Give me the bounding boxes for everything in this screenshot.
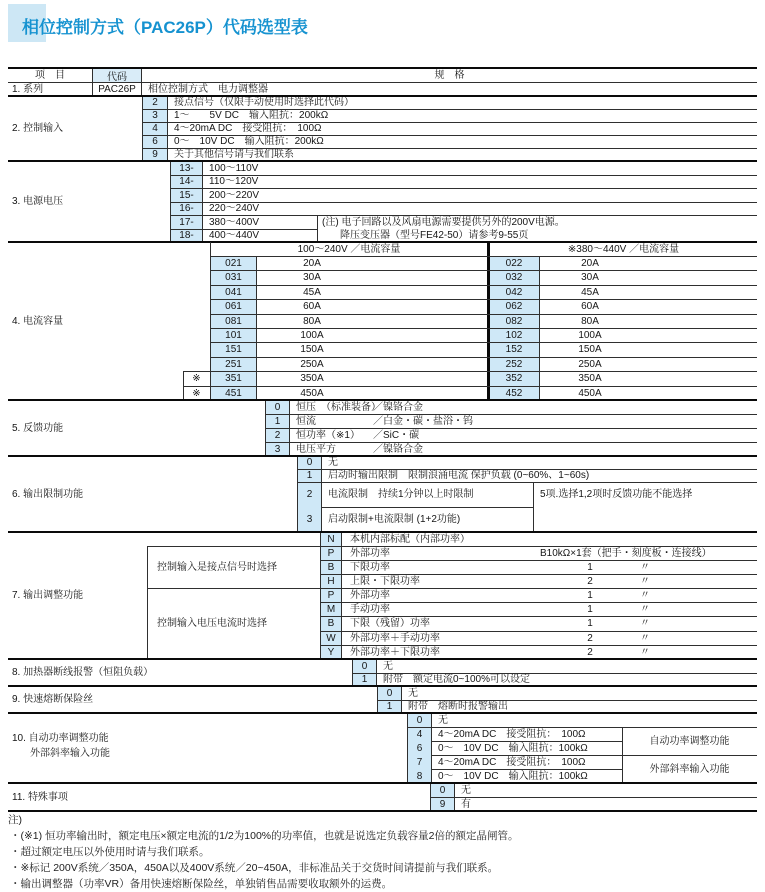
spec-text: 220～240V	[209, 203, 260, 214]
code-cell: 1	[377, 700, 402, 713]
capacity-value: 150A	[578, 344, 602, 355]
spec-text: 4～20mA DC 接受阻抗： 100Ω	[438, 756, 586, 768]
code-cell: 0	[352, 659, 377, 673]
ditto-mark: 〃	[640, 561, 650, 573]
code-cell: 17-	[170, 215, 203, 229]
spec-text: 400～440V	[209, 230, 260, 241]
code-cell: 101	[210, 328, 257, 342]
code-cell: 1	[297, 469, 322, 482]
code-cell: W	[320, 631, 342, 645]
spec-text: 外部功率＋下限功率	[350, 646, 440, 658]
spec-text: 本机内部标配（内部功率）	[350, 533, 470, 545]
code-cell: 042	[488, 285, 540, 299]
code-cell: 022	[488, 256, 540, 270]
code-cell: 062	[488, 299, 540, 314]
spec-text: 附带 熔断时报警输出	[408, 701, 508, 712]
code-cell: 452	[488, 386, 540, 400]
code-cell: 0	[265, 400, 290, 414]
spec-text: 0～ 10V DC 输入阻抗：200kΩ	[174, 136, 324, 147]
spec-text: 有	[461, 798, 471, 810]
vr-qty: 1	[587, 561, 593, 573]
capacity-value: 100A	[300, 329, 324, 341]
code-cell: 18-	[170, 229, 203, 242]
ditto-mark: 〃	[640, 603, 650, 615]
spec-text: 电流限制 持续1分钟以上时限制	[328, 489, 474, 500]
spec-text: 附带 额定电流0~100%可以设定	[383, 674, 530, 685]
voltage-note-line1: (注) 电子回路以及风扇电源需要提供另外的200V电源。	[322, 216, 565, 228]
code-cell: 151	[210, 342, 257, 357]
code-cell: 8	[407, 769, 432, 783]
limit-note: 5项.选择1,2项时反馈功能不能选择	[540, 489, 693, 500]
code-cell: 3	[142, 109, 168, 122]
column-header-item: 项 目	[35, 69, 65, 81]
ditto-mark: 〃	[640, 589, 650, 601]
function-note-slope: 外部斜率输入功能	[649, 763, 730, 775]
code-cell: 152	[488, 342, 540, 357]
capacity-value: 60A	[581, 301, 599, 312]
feedback-name: 恒流	[296, 415, 316, 427]
capacity-value: 45A	[581, 286, 599, 298]
spec-text: 上限・下限功率	[350, 575, 420, 587]
spec-text: 无	[438, 714, 448, 726]
spec-text: 启动限制+电流限制 (1+2功能)	[328, 514, 461, 525]
code-cell: 7	[407, 755, 432, 769]
capacity-value: 80A	[581, 315, 599, 327]
feedback-material: ／SiC・碳	[373, 429, 420, 441]
nonstandard-mark: ※	[192, 373, 201, 384]
code-cell: 102	[488, 328, 540, 342]
spec-text: 0～ 10V DC 输入阻抗：100kΩ	[438, 770, 588, 782]
ditto-mark: 〃	[640, 646, 650, 658]
vr-qty: 2	[587, 646, 593, 658]
code-cell: 3	[297, 507, 322, 532]
section-label: 8. 加热器断线报警（恒阻负载）	[12, 667, 154, 678]
code-cell: 0	[297, 456, 322, 469]
section-label: 2. 控制输入	[12, 123, 64, 134]
notes-heading: 注)	[8, 814, 22, 827]
code-cell: 2	[297, 482, 322, 507]
code-cell: 1	[352, 673, 377, 686]
note-item: ・※标记 200V系统／350A，450A以及400V系统／20~450A，非标准品关于交货时间请提前与我们联系。	[10, 862, 499, 875]
note-item: ・输出调整器（功率VR）备用快速熔断保险丝，单独销售品需要收取额外的运费。	[10, 878, 393, 891]
page-title: 相位控制方式（PAC26P）代码选型表	[22, 18, 308, 37]
capacity-value: 30A	[581, 272, 599, 283]
code-cell: 451	[210, 386, 257, 400]
capacity-value: 450A	[578, 387, 602, 399]
capacity-value: 150A	[300, 344, 324, 355]
nonstandard-mark: ※	[192, 387, 201, 399]
section-label: 1. 系列	[12, 83, 44, 95]
spec-text: 下限（残留）功率	[350, 618, 430, 629]
feedback-name: 恒功率（※1）	[296, 429, 360, 441]
code-cell: 031	[210, 270, 257, 285]
vr-qty: 1	[587, 603, 593, 615]
section-label: 5. 反馈功能	[12, 422, 64, 434]
code-cell: 6	[407, 741, 432, 755]
code-cell: 2	[265, 428, 290, 442]
section-label: 6. 输出限制功能	[12, 488, 84, 500]
code-cell: 0	[377, 686, 402, 700]
spec-text: 无	[408, 687, 418, 699]
voltage-note-line2: 降压变压器（型号FE42-50）请参考9-55页	[340, 230, 529, 241]
vr-kit-text: B10kΩ×1套（把手・刻度板・连接线）	[540, 547, 712, 559]
feedback-name: 恒压 （标准装备）	[296, 401, 381, 413]
code-cell: M	[320, 602, 342, 616]
ditto-mark: 〃	[640, 632, 650, 644]
section-label: 7. 输出调整功能	[12, 590, 84, 601]
code-cell: 4	[407, 727, 432, 741]
code-cell: 0	[407, 713, 432, 727]
capacity-value: 20A	[581, 257, 599, 269]
code-cell: 9	[142, 148, 168, 161]
section-label: 11. 特殊事项	[12, 791, 68, 803]
group-label-analog: 控制输入电压电流时选择	[157, 618, 267, 629]
code-cell: 021	[210, 256, 257, 270]
code-cell: B	[320, 616, 342, 631]
group-label-contact: 控制输入是接点信号时选择	[157, 561, 277, 573]
capacity-right-header: ※380～440V ／电流容量	[567, 243, 680, 255]
vr-qty: 1	[587, 618, 593, 629]
spec-text: 关于其他信号请与我们联系	[174, 149, 294, 160]
code-cell: 352	[488, 371, 540, 386]
code-cell: 16-	[170, 202, 203, 215]
code-cell: 9	[430, 797, 455, 811]
section-label: 10. 自动功率调整功能	[12, 733, 109, 744]
capacity-value: 350A	[578, 373, 602, 384]
vr-qty: 1	[587, 589, 593, 601]
note-item: ・超过额定电压以外使用时请与我们联系。	[10, 846, 210, 859]
section-label: 3. 电源电压	[12, 196, 64, 207]
spec-text: 380～400V	[209, 216, 260, 228]
capacity-value: 100A	[578, 329, 602, 341]
spec-text: 接点信号（仅限手动使用时选择此代码）	[174, 97, 354, 108]
spec-text: 外部功率	[350, 589, 390, 601]
capacity-value: 20A	[303, 257, 321, 269]
spec-text: 启动时输出限制 限制浪涌电流 保护负载 (0~60%、1~60s)	[328, 470, 590, 481]
vr-qty: 2	[587, 575, 593, 587]
code-cell: 3	[265, 442, 290, 456]
capacity-value: 80A	[303, 315, 321, 327]
spec-text: 无	[328, 457, 338, 468]
code-cell: Y	[320, 645, 342, 659]
code-cell: 251	[210, 357, 257, 371]
spec-text: 相位控制方式 电力调整器	[148, 83, 268, 95]
code-cell: P	[320, 588, 342, 602]
series-code-cell: PAC26P	[92, 82, 142, 96]
capacity-value: 450A	[300, 387, 324, 399]
code-cell: 4	[142, 122, 168, 135]
capacity-value: 250A	[300, 358, 324, 370]
code-cell: 1	[265, 414, 290, 428]
code-cell: H	[320, 574, 342, 588]
code-cell: 041	[210, 285, 257, 299]
capacity-value: 45A	[303, 286, 321, 298]
spec-text: 外部功率	[350, 547, 390, 559]
code-cell: B	[320, 560, 342, 574]
code-cell: 061	[210, 299, 257, 314]
spec-text: 100～110V	[209, 162, 259, 174]
ditto-mark: 〃	[640, 575, 650, 587]
feedback-material: ／镍铬合金	[373, 443, 423, 455]
spec-text: 200～220V	[209, 189, 260, 201]
capacity-left-header: 100～240V ／电流容量	[297, 243, 401, 255]
code-cell: 082	[488, 314, 540, 328]
spec-text: 无	[461, 784, 471, 796]
code-cell: P	[320, 546, 342, 560]
code-cell: 0	[430, 783, 455, 797]
capacity-value: 60A	[303, 301, 321, 312]
code-cell: 032	[488, 270, 540, 285]
code-cell: 13-	[170, 161, 203, 175]
function-note-auto: 自动功率调整功能	[649, 735, 730, 747]
code-cell: 2	[142, 96, 168, 109]
feedback-name: 电压平方	[296, 443, 336, 455]
code-cell: 15-	[170, 188, 203, 202]
note-item: ・(※1) 恒功率输出时，额定电压×额定电流的1/2为100%的功率值，也就是说选定负载容量2倍的额定晶闸管。	[10, 830, 519, 843]
spec-text: 1～ 5V DC 输入阻抗：200kΩ	[174, 110, 329, 121]
spec-text: 4～20mA DC 接受阻抗： 100Ω	[174, 123, 322, 134]
capacity-value: 250A	[578, 358, 602, 370]
feedback-material: ／镍铬合金	[373, 401, 423, 413]
capacity-value: 350A	[300, 373, 324, 384]
code-cell: N	[320, 532, 342, 546]
code-cell: 14-	[170, 175, 203, 188]
column-header-code: 代码	[92, 68, 142, 82]
section-label: 4. 电流容量	[12, 315, 64, 327]
code-cell: 351	[210, 371, 257, 386]
code-cell: 081	[210, 314, 257, 328]
spec-text: 手动功率	[350, 603, 390, 615]
section-label: 9. 快速熔断保险丝	[12, 694, 94, 705]
spec-text: 无	[383, 660, 393, 672]
column-header-spec: 规 格	[434, 69, 465, 81]
vr-qty: 2	[587, 632, 593, 644]
section-label-line2: 外部斜率输入功能	[30, 748, 110, 759]
spec-text: 外部功率＋手动功率	[350, 632, 440, 644]
spec-text: 下限功率	[350, 561, 390, 573]
spec-text: 110～120V	[209, 176, 259, 187]
feedback-material: ／白金・碳・盐浴・钨	[373, 415, 473, 427]
code-cell: 252	[488, 357, 540, 371]
spec-text: 0～ 10V DC 输入阻抗：100kΩ	[438, 742, 588, 754]
ditto-mark: 〃	[640, 618, 650, 629]
spec-text: 4～20mA DC 接受阻抗： 100Ω	[438, 728, 586, 740]
code-cell: 6	[142, 135, 168, 148]
capacity-value: 30A	[303, 272, 321, 283]
